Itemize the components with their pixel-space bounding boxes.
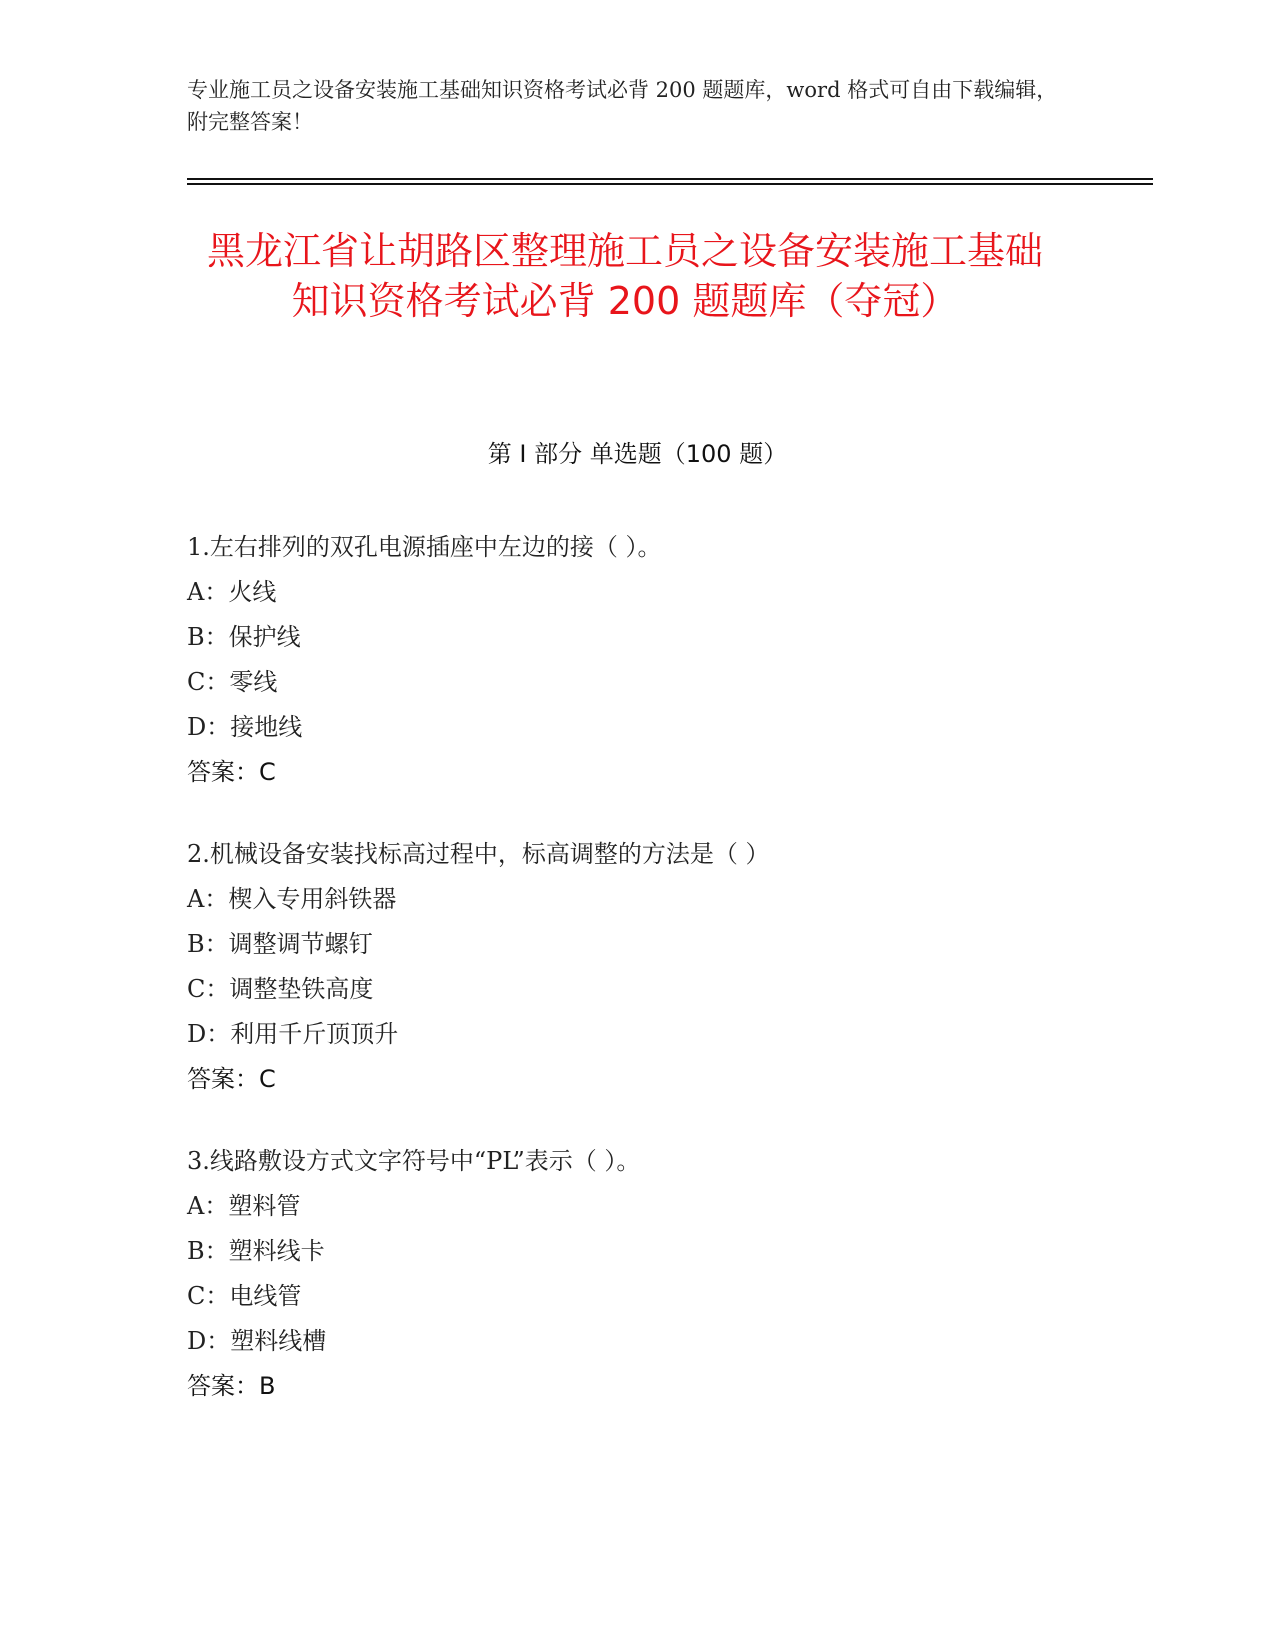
- option-c: C：调整垫铁高度: [187, 975, 374, 1003]
- option-b: B：保护线: [187, 623, 301, 651]
- option-c: C：零线: [187, 668, 278, 696]
- option-b: B：塑料线卡: [187, 1237, 325, 1265]
- option-a: A：火线: [187, 578, 277, 606]
- question-3: [187, 1139, 1137, 1409]
- question-stem: 1.左右排列的双孔电源插座中左边的接（ ）。: [187, 533, 662, 561]
- question-list: [187, 525, 1137, 1446]
- option-a: A：塑料管: [187, 1192, 301, 1220]
- answer: 答案：C: [187, 1065, 276, 1093]
- section-heading: 第 I 部分 单选题（100 题）: [487, 440, 788, 468]
- header-divider: [187, 178, 1153, 180]
- answer: 答案：B: [187, 1372, 276, 1400]
- question-stem: 2.机械设备安装找标高过程中，标高调整的方法是（ ）: [187, 840, 770, 868]
- question-2: [187, 832, 1137, 1102]
- header-note: 专业施工员之设备安装施工基础知识资格考试必背 200 题题库，word 格式可自由下载编辑，附完整答案！: [187, 78, 1058, 134]
- option-b: B：调整调节螺钉: [187, 930, 373, 958]
- option-c: C：电线管: [187, 1282, 302, 1310]
- header-divider-second: [187, 183, 1153, 185]
- document-title: 黑龙江省让胡路区整理施工员之设备安装施工基础知识资格考试必背 200 题题库（夺冠）: [206, 229, 1043, 323]
- option-d: D：利用千斤顶顶升: [187, 1020, 399, 1048]
- question-stem: 3.线路敷设方式文字符号中“PL”表示（ ）。: [187, 1147, 641, 1175]
- option-d: D：接地线: [187, 713, 303, 741]
- option-a: A：楔入专用斜铁器: [187, 885, 397, 913]
- question-1: [187, 525, 1137, 795]
- answer: 答案：C: [187, 758, 276, 786]
- option-d: D：塑料线槽: [187, 1327, 327, 1355]
